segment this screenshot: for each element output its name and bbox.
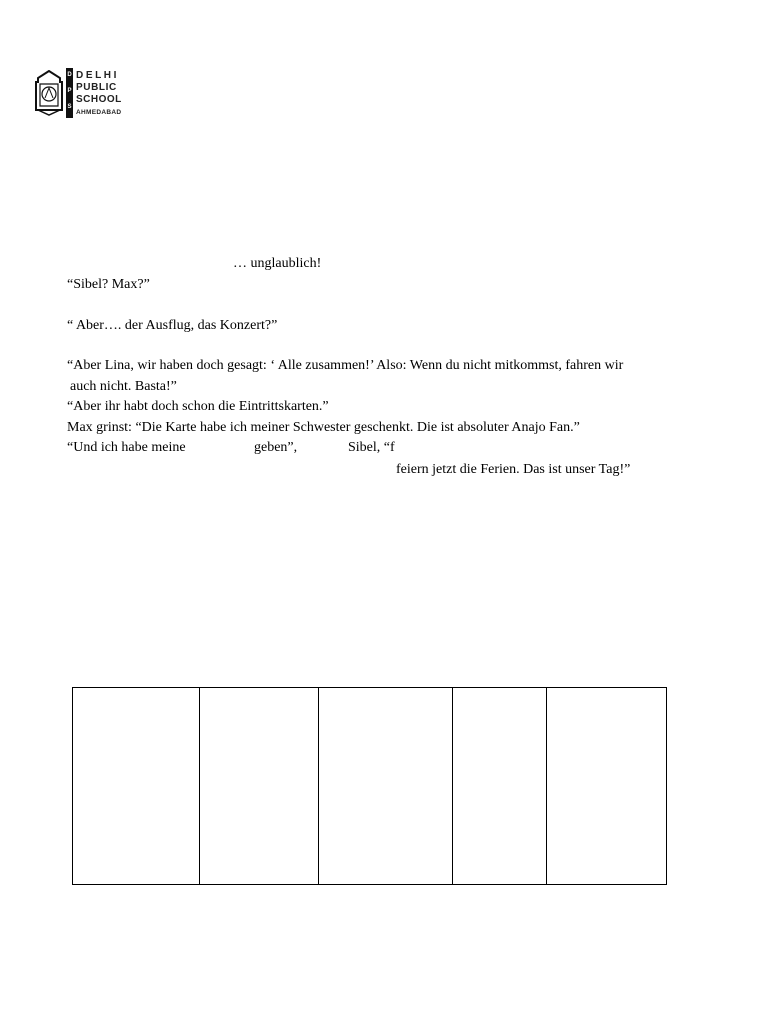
table-cell — [200, 688, 319, 885]
dps-letter: D — [67, 72, 72, 78]
text-line-6: “Aber ihr habt doch schon die Eintrittskarten.” — [67, 399, 329, 414]
text-line-8 — [67, 440, 667, 456]
empty-table — [72, 687, 667, 885]
table-cell — [547, 688, 667, 885]
text-line-3: “ Aber…. der Ausflug, das Konzert?” — [67, 318, 278, 333]
dps-vertical-bar — [66, 68, 73, 118]
text-line-4: “Aber Lina, wir haben doch gesagt: ‘ Alle zusammen!’ Also: Wenn du nicht mitkommst, fahren wir — [67, 358, 624, 373]
text-line-8-part-3: Sibel, “f — [348, 440, 395, 455]
table-cell — [319, 688, 453, 885]
table-cell — [453, 688, 547, 885]
logo-line-public: PUBLIC — [76, 82, 117, 93]
dps-letter: P — [67, 88, 72, 94]
table-cell — [73, 688, 200, 885]
text-line-7: Max grinst: “Die Karte habe ich meiner Schwester geschenkt. Die ist absoluter Anajo Fan.” — [67, 420, 580, 435]
logo-line-delhi: DELHI — [76, 70, 119, 81]
text-line-8-part-1: “Und ich habe meine — [67, 440, 186, 455]
logo-line-school: SCHOOL — [76, 94, 122, 105]
dps-letter: S — [67, 104, 72, 110]
school-logo — [34, 68, 124, 120]
text-line-8-part-2: geben”, — [254, 440, 298, 455]
logo-line-ahmedabad: AHMEDABAD — [76, 109, 122, 116]
text-line-1: … unglaublich! — [233, 256, 322, 271]
text-line-5: auch nicht. Basta!” — [70, 379, 177, 394]
table-row — [73, 688, 667, 885]
school-crest-icon — [34, 70, 64, 116]
text-line-9: feiern jetzt die Ferien. Das ist unser Tag!” — [396, 462, 631, 477]
text-line-2: “Sibel? Max?” — [67, 277, 150, 292]
